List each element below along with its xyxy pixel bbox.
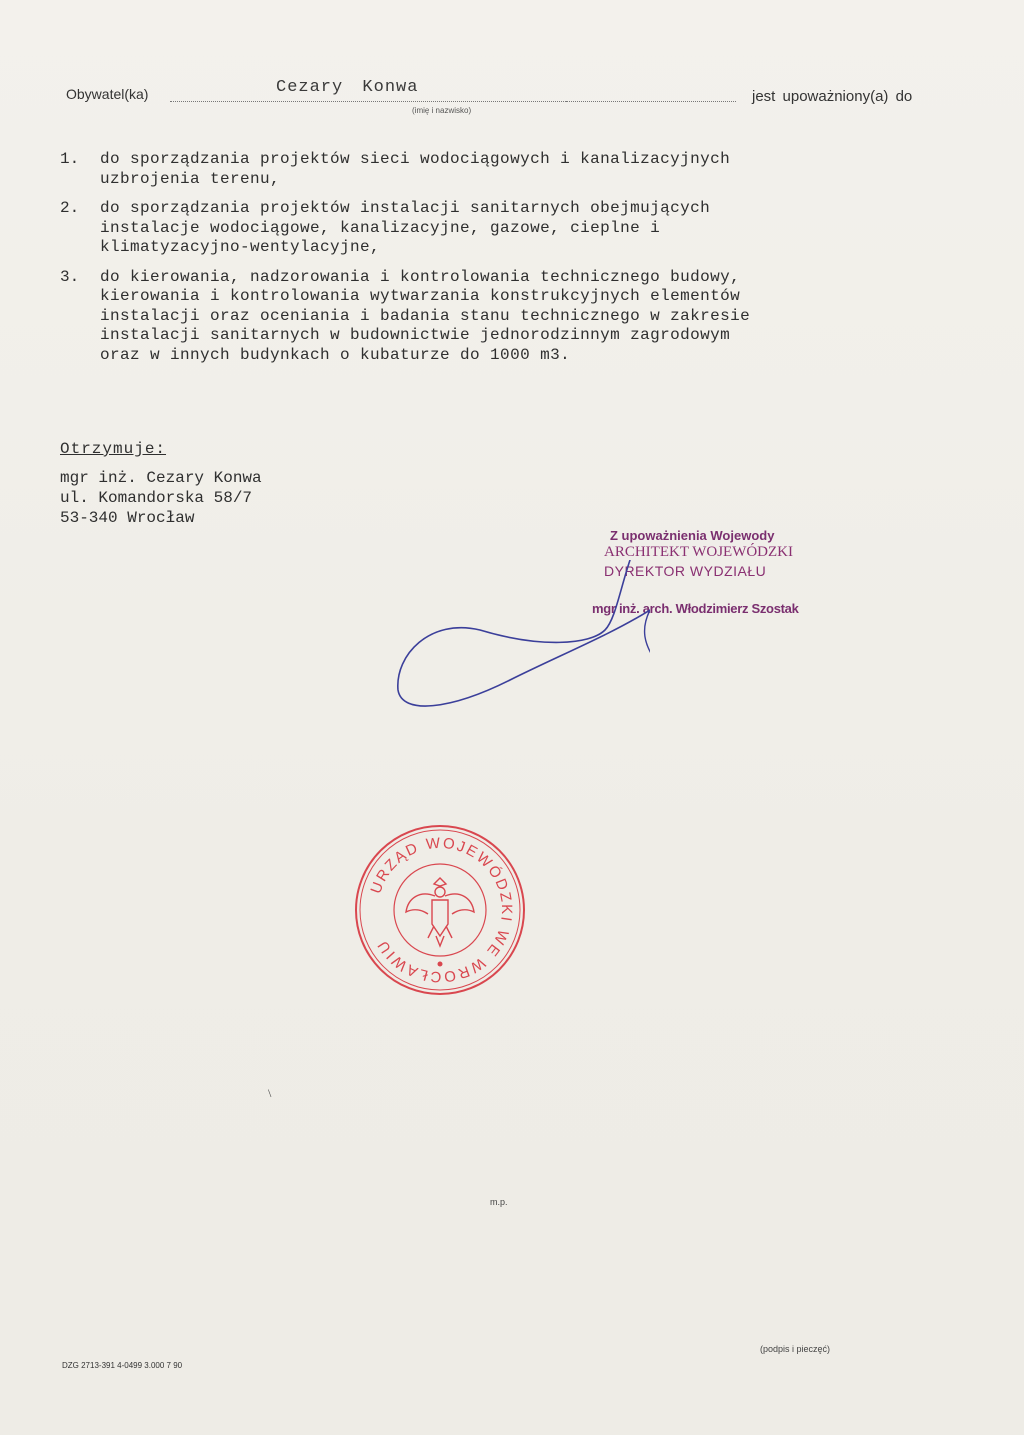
citizen-name: Cezary Konwa [276, 78, 419, 97]
list-item [60, 199, 940, 258]
item-line: klimatyzacyjno-wentylacyjne, [100, 238, 381, 256]
item-line: do kierowania, nadzorowania i kontrolowania technicznego budowy, [100, 267, 741, 286]
item-line: oraz w innych budynkach o kubaturze do 1000 m3. [100, 345, 571, 364]
item-number: 2. [60, 199, 80, 217]
stamp-line: ARCHITEKT WOJEWÓDZKI [604, 544, 794, 560]
authorized-text: jest upoważniony(a) do [752, 88, 913, 105]
item-line: do sporządzania projektów sieci wodociągowych i kanalizacyjnych [100, 150, 731, 168]
recipient-line: ul. Komandorska 58/7 [60, 489, 253, 507]
header-line [66, 78, 956, 122]
signature-caption: (podpis i pieczęć) [760, 1344, 831, 1354]
name-caption: (imię i nazwisko) [412, 106, 472, 115]
recipient-block [60, 440, 262, 528]
handwritten-signature [390, 560, 650, 720]
item-line: do sporządzania projektów instalacji sanitarnych obejmujących [100, 199, 711, 217]
mp-label: m.p. [490, 1197, 508, 1207]
item-line: instalacje wodociągowe, kanalizacyjne, gazowe, cieplne i [100, 218, 661, 237]
stamp-line: Z upoważnienia Wojewody [610, 528, 775, 543]
list-item [60, 268, 940, 366]
item-number: 3. [60, 267, 80, 286]
stamp-line: DYREKTOR WYDZIAŁU [604, 563, 767, 579]
item-number: 1. [60, 150, 80, 168]
recipient-heading: Otrzymuje: [60, 440, 167, 458]
item-line: instalacji sanitarnych w budownictwie jednorodzinnym zagrodowym [100, 326, 731, 344]
list-item [60, 150, 940, 189]
dotted-line [170, 101, 610, 102]
item-line: instalacji oraz oceniania i badania stanu technicznego w zakresie [100, 306, 751, 325]
authorization-list [60, 150, 940, 375]
citizen-label: Obywatel(ka) [66, 86, 149, 102]
stray-mark: \ [268, 1086, 272, 1100]
item-line: uzbrojenia terenu, [100, 169, 281, 188]
official-round-seal [350, 820, 530, 1000]
form-code: DZG 2713-391 4-0499 3.000 7 90 [62, 1361, 183, 1370]
item-line: kierowania i kontrolowania wytwarzania konstrukcyjnych elementów [100, 287, 741, 305]
recipient-line: mgr inż. Cezary Konwa [60, 469, 262, 487]
dotted-line [566, 101, 736, 102]
stamp-line: mgr inż. arch. Włodzimierz Szostak [592, 601, 799, 616]
seal-text: URZĄD WOJEWÓDZKI WE WROCŁAWIU [367, 834, 516, 986]
eagle-icon [406, 878, 474, 946]
recipient-line: 53-340 Wrocław [60, 509, 195, 527]
